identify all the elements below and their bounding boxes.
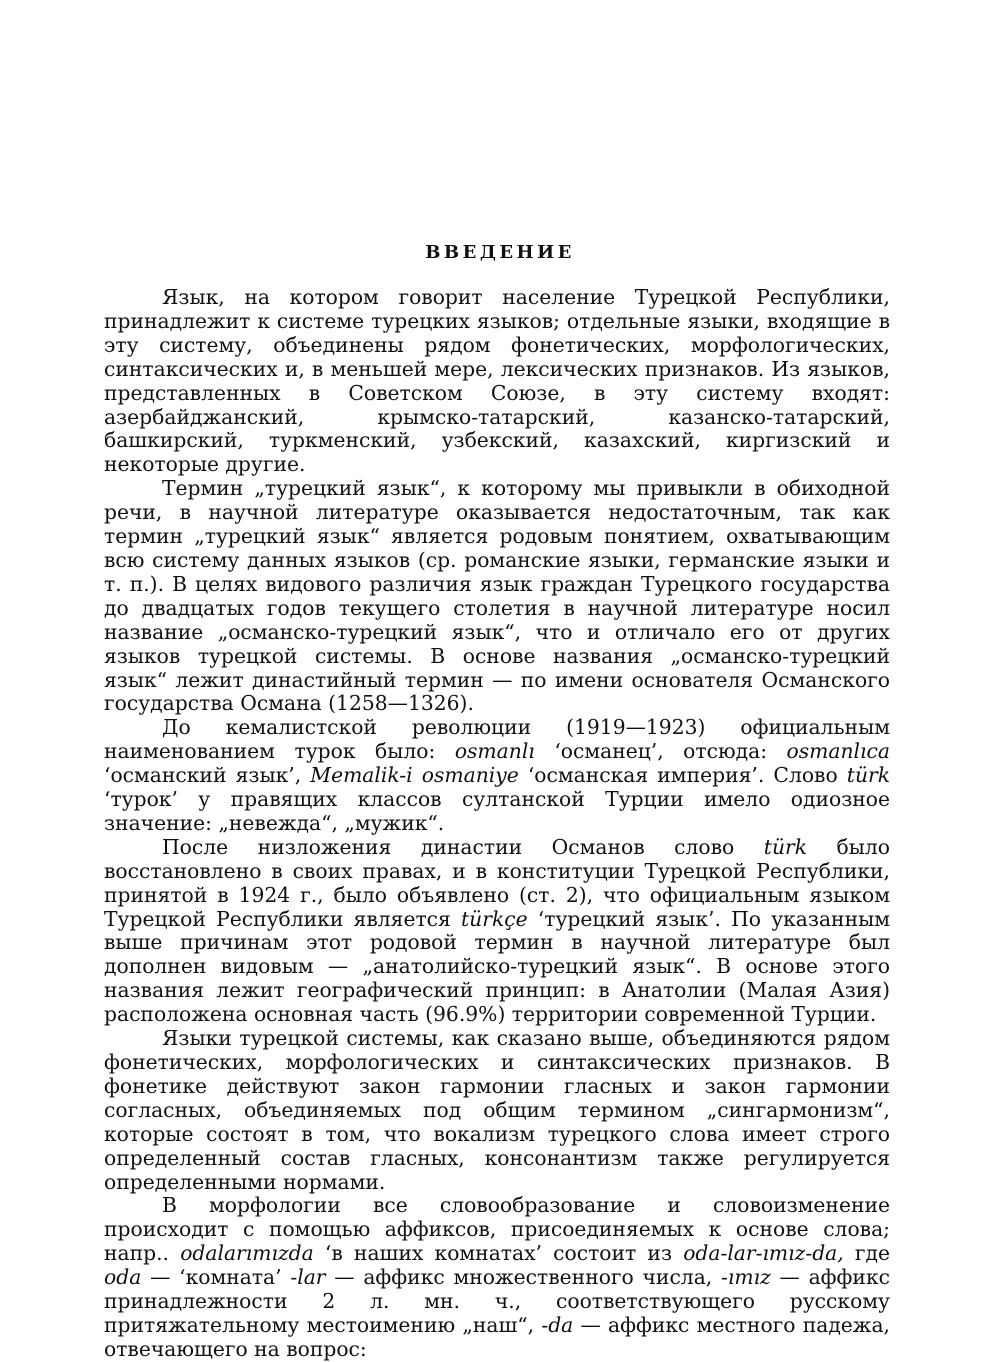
foreign-term: -da: [541, 1312, 574, 1337]
paragraph-4: [104, 836, 890, 1027]
text-run: ‘османский язык’,: [104, 763, 311, 788]
foreign-term: türkçe: [461, 906, 528, 931]
text-run: — ‘комната’: [141, 1265, 291, 1290]
paragraph-6: [104, 1194, 890, 1361]
foreign-term: oda-lar-ımız-da,: [683, 1241, 844, 1266]
text-run: ‘турок’ у правящих классов султанской Турции имело одиозное значение: „невежда“, „мужик“.: [104, 787, 890, 835]
text-run: ‘османская империя’. Слово: [518, 763, 847, 788]
foreign-term: -ımız: [721, 1265, 771, 1290]
foreign-term: osmanlıca: [786, 739, 890, 764]
paragraph-1: Язык, на котором говорит население Турецкой Республики, принадлежит к системе турецких языков; отдельные языки, входящие в эту систему, объединены рядом фонетических, морфологических, синтаксических и, в меньшей мере, лексических признаков. Из языков, представленных в Советском Союзе, в эту систему входят: азербайджанский, крымско-татарский, казанско-татарский, башкирский, туркменский, узбекский, казахский, киргизский и некоторые другие.: [104, 285, 890, 477]
text-run: — аффикс принадлежности 2 л. мн. ч., соответствующего русскому притяжательному местоимению „наш“,: [104, 1265, 890, 1337]
foreign-term: oda: [104, 1265, 142, 1290]
text-run: ‘османец’, отсюда:: [534, 739, 787, 764]
text-run: где: [843, 1241, 891, 1266]
paragraph-5: Языки турецкой системы, как сказано выше, объединяются рядом фонетических, морфологических и синтаксических признаков. В фонетике действуют закон гармонии гласных и закон гармонии согласных, объединяемых под общим термином „сингармонизм“, которые состоят в том, что вокализм турецкого слова имеет строго определенный состав гласных, консонантизм также регулируется определенными нормами.: [104, 1026, 890, 1194]
foreign-term: türk: [763, 834, 807, 859]
foreign-term: Memalik-i osmaniye: [310, 763, 519, 788]
text-run: ‘турецкий язык’. По указанным выше причинам этот родовой термин в научной литературе был дополнен видовым — „анатолийско-турецкий язык“. В основе этого названия лежит географический принцип: в Анатолии (Малая Азия) расположена основная часть (96.9%) территории современной Турции.: [104, 906, 890, 1027]
foreign-term: türk: [846, 763, 890, 788]
text-run: В морфологии все словообразование и словоизменение происходит с помощью аффиксов, присоединяемых к основе слова; напр..: [104, 1193, 890, 1266]
chapter-body: [104, 286, 890, 1362]
text-run: ‘в наших комнатах’ состоит из: [313, 1241, 684, 1266]
paragraph-3: [104, 716, 890, 836]
chapter-title: ВВЕДЕНИЕ: [425, 242, 575, 263]
paragraph-2: Термин „турецкий язык“, к которому мы привыкли в обиходной речи, в научной литературе оказывается недостаточным, так как термин „турецкий язык“ является родовым понятием, охватывающим всю систему данных языков (ср. романские языки, германские языки и т. п.). В целях видового различия язык граждан Турецкого государства до двадцатых годов текущего столетия в научной литературе носил название „османско-турецкий язык“, что и отличало его от других языков турецкой системы. В основе названия „османско-турецкий язык“ лежит династийный термин — по имени основателя Османского государства Османа (1258—1326).: [104, 476, 890, 716]
foreign-term: osmanlı: [454, 739, 535, 764]
text-run: — аффикс местного падежа, отвечающего на вопрос:: [104, 1312, 891, 1361]
text-run: После низложения династии Османов слово: [162, 834, 764, 859]
text-run: До кемалистской революции (1919—1923) официальным наименованием турок было:: [104, 715, 890, 764]
text-run: было восстановлено в своих правах, и в конституции Турецкой Республики, принятой в 1924 г., было объявлено (ст. 2), что официальным языком Турецкой Республики является: [104, 834, 890, 931]
text-run: — аффикс множественного числа,: [325, 1265, 722, 1290]
foreign-term: -lar: [290, 1265, 326, 1290]
foreign-term: odalarımızda: [180, 1241, 314, 1266]
